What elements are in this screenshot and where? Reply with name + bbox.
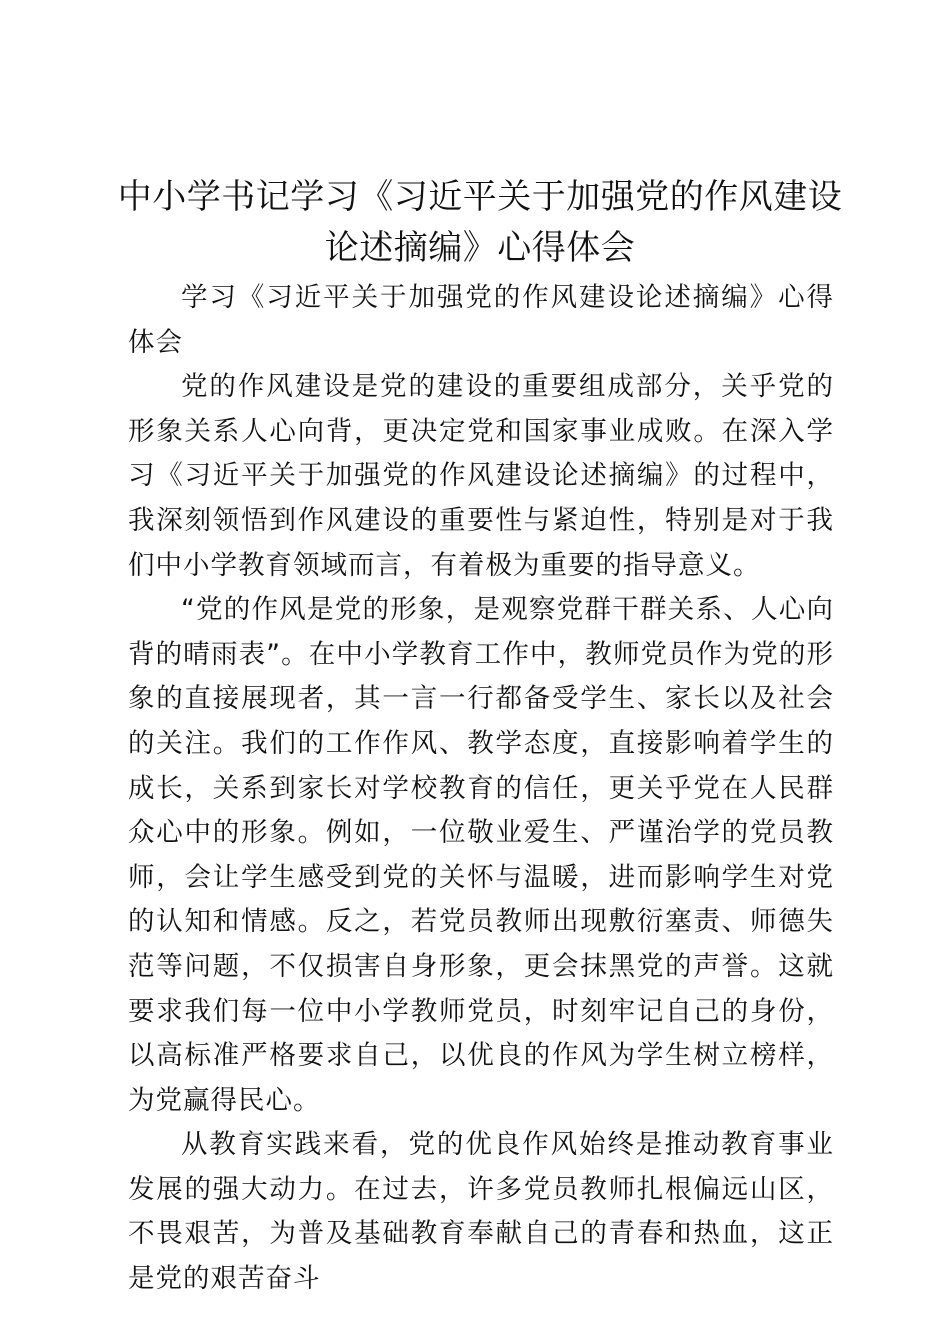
document-title: 中小学书记学习《习近平关于加强党的作风建设论述摘编》心得体会 (117, 177, 843, 268)
body-paragraph: 党的作风建设是党的建设的重要组成部分，关乎党的形象关系人心向背，更决定党和国家事业成败。在深入学习《习近平关于加强党的作风建设论述摘编》的过程中，我深刻领悟到作风建设的重要性与紧迫性，特别是对于我们中小学教育领域而言，有着极为重要的指导意义。 (128, 371, 834, 581)
document-body (128, 276, 834, 1302)
body-paragraph: 从教育实践来看，党的优良作风始终是推动教育事业发展的强大动力。在过去，许多党员教师扎根偏远山区，不畏艰苦，为普及基础教育奉献自己的青春和热血，这正是党的艰苦奋斗 (128, 1129, 834, 1295)
body-paragraph: “党的作风是党的形象，是观察党群干群关系、人心向背的晴雨表”。在中小学教育工作中，教师党员作为党的形象的直接展现者，其一言一行都备受学生、家长以及社会的关注。我们的工作作风、教学态度，直接影响着学生的成长，关系到家长对学校教育的信任，更关乎党在人民群众心中的形象。例如，一位敬业爱生、严谨治学的党员教师，会让学生感受到党的关怀与温暖，进而影响学生对党的认知和情感。反之，若党员教师出现敷衍塞责、师德失范等问题，不仅损害自身形象，更会抹黑党的声誉。这就要求我们每一位中小学教师党员，时刻牢记自己的身份，以高标准严格要求自己，以优良的作风为学生树立榜样，为党赢得民心。 (128, 594, 834, 1116)
body-paragraph: 学习《习近平关于加强党的作风建设论述摘编》心得体会 (128, 282, 834, 358)
